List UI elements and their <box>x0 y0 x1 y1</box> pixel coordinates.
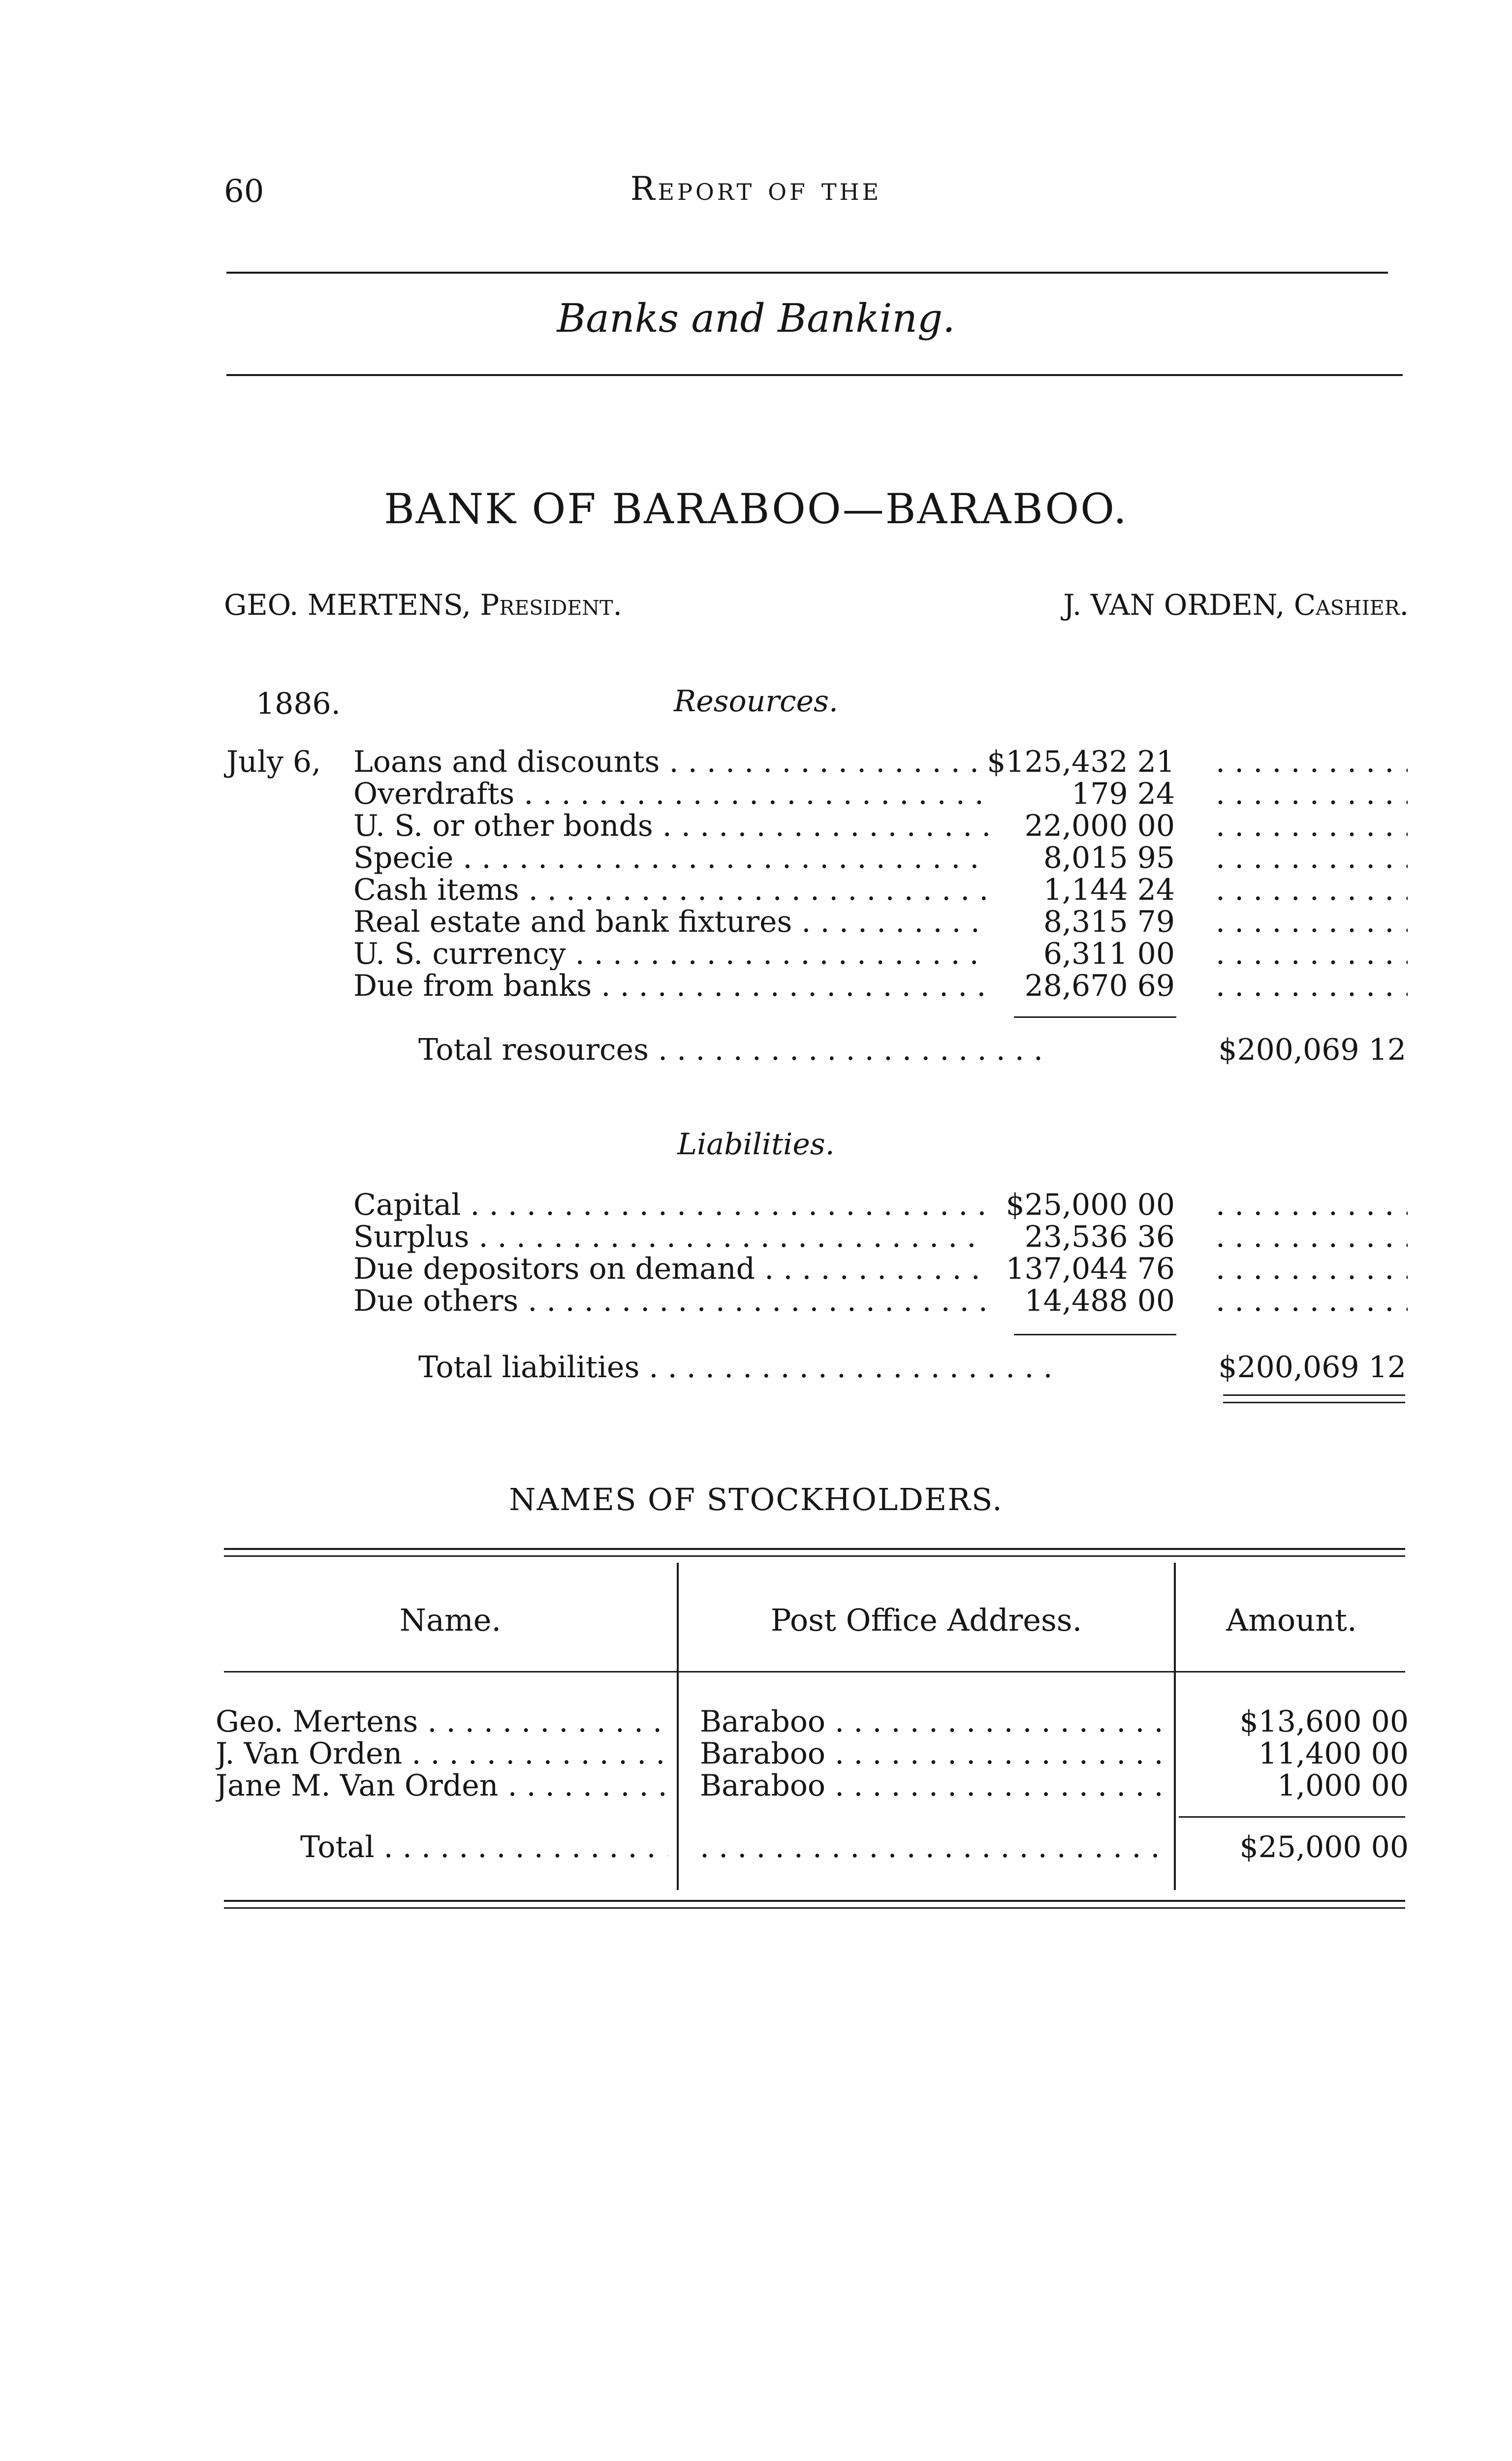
total-liabilities-row <box>0 1351 1512 1384</box>
leader-dots <box>1216 874 1408 906</box>
total-resources-label: Total resources . . . <box>418 1034 1053 1066</box>
stockholder-name: Geo. Mertens . . . <box>216 1705 668 1738</box>
stockholders-total-amount: $25,000 00 <box>1239 1830 1409 1864</box>
stockholder-amount: $13,600 00 <box>1239 1704 1409 1739</box>
bank-title: BANK OF BARABOO—BARABOO. <box>384 485 1128 533</box>
resource-row <box>0 778 1512 810</box>
resource-label: Specie . . . <box>353 842 988 874</box>
resource-label: Due from banks . . . <box>353 970 988 1002</box>
page-number: 60 <box>224 173 264 210</box>
resource-amount: 8,015 95 <box>1043 841 1175 875</box>
stockholder-row <box>0 1705 1512 1738</box>
president <box>224 588 622 622</box>
resource-amount: 22,000 00 <box>1024 809 1175 843</box>
resource-row <box>0 970 1512 1002</box>
column-header-address: Post Office Address. <box>770 1602 1082 1638</box>
double-rule <box>1223 1394 1405 1396</box>
leader-dots <box>1216 810 1408 842</box>
double-rule <box>1223 1402 1405 1403</box>
liability-amount: $25,000 00 <box>1006 1188 1175 1222</box>
stockholder-row <box>0 1737 1512 1770</box>
president-title: President. <box>480 588 622 622</box>
resource-label: Overdrafts . . . <box>353 778 988 810</box>
liability-label: Due others . . . <box>353 1285 988 1317</box>
resource-label: U. S. currency . . . <box>353 938 988 970</box>
cashier-name: J. VAN ORDEN, <box>1063 588 1294 622</box>
table-bottom-rule <box>224 1900 1405 1902</box>
liability-row <box>0 1189 1512 1221</box>
header-underline <box>224 1671 1405 1672</box>
leader-dots <box>700 1831 1168 1863</box>
liabilities-heading: Liabilities. <box>677 1127 835 1162</box>
resource-amount: 179 24 <box>1071 777 1175 811</box>
leader-dots <box>1216 1253 1408 1285</box>
leader-dots <box>1216 1221 1408 1253</box>
stockholder-name: J. Van Orden . . . <box>216 1737 668 1770</box>
total-resources-amount: $200,069 12 <box>1218 1033 1406 1067</box>
liability-amount: 137,044 76 <box>1006 1252 1175 1286</box>
resources-heading: Resources. <box>674 684 838 719</box>
column-header-amount: Amount. <box>1226 1602 1357 1638</box>
leader-dots <box>1216 970 1408 1002</box>
table-top-rule <box>224 1548 1405 1550</box>
header-rule-top <box>226 272 1388 274</box>
leader-dots <box>1216 906 1408 938</box>
leader-dots <box>1216 746 1408 778</box>
statement-year: 1886. <box>256 687 341 721</box>
stockholder-amount: 1,000 00 <box>1277 1768 1409 1803</box>
stockholder-name: Jane M. Van Orden . . . <box>216 1769 668 1802</box>
resource-amount: $125,432 21 <box>987 745 1175 779</box>
liability-label: Due depositors on demand . . . <box>353 1253 988 1285</box>
stockholder-address: Baraboo . . . <box>700 1769 1168 1802</box>
stockholder-row <box>0 1769 1512 1802</box>
resource-row <box>0 842 1512 874</box>
resource-label: U. S. or other bonds . . . <box>353 810 988 842</box>
president-name: GEO. MERTENS, <box>224 588 480 622</box>
stockholder-address: Baraboo . . . <box>700 1737 1168 1770</box>
leader-dots <box>1216 1189 1408 1221</box>
table-bottom-rule <box>224 1907 1405 1909</box>
resource-row <box>0 746 1512 778</box>
resource-amount: 28,670 69 <box>1024 969 1175 1003</box>
stockholders-total-row <box>0 1831 1512 1863</box>
cashier <box>1063 588 1409 622</box>
liability-row <box>0 1285 1512 1317</box>
table-top-rule <box>224 1555 1405 1557</box>
resource-label: Cash items . . . <box>353 874 988 906</box>
leader-dots <box>1216 938 1408 970</box>
resource-amount: 8,315 79 <box>1043 905 1175 939</box>
resource-row <box>0 938 1512 970</box>
liability-amount: 23,536 36 <box>1024 1220 1175 1254</box>
total-liabilities-amount: $200,069 12 <box>1218 1350 1406 1385</box>
stockholder-amount: 11,400 00 <box>1258 1736 1409 1771</box>
liability-label: Capital . . . <box>353 1189 988 1221</box>
amount-subtotal-rule <box>1179 1816 1405 1818</box>
running-head: Report of the <box>630 170 882 208</box>
resources-subtotal-rule <box>1014 1016 1176 1018</box>
leader-dots <box>1216 842 1408 874</box>
liability-label: Surplus . . . <box>353 1221 988 1253</box>
resource-amount: 6,311 00 <box>1043 937 1175 971</box>
header-rule-bottom <box>226 374 1403 376</box>
column-header-name: Name. <box>399 1602 502 1638</box>
stockholders-total-label: Total . . . <box>300 1831 668 1863</box>
leader-dots <box>1216 778 1408 810</box>
liability-row <box>0 1253 1512 1285</box>
statement-date: July 6, <box>226 745 321 779</box>
liability-amount: 14,488 00 <box>1024 1284 1175 1318</box>
liabilities-subtotal-rule <box>1014 1334 1176 1335</box>
cashier-title: Cashier. <box>1293 588 1409 622</box>
section-title: Banks and Banking. <box>557 295 955 341</box>
liability-row <box>0 1221 1512 1253</box>
stockholders-title: NAMES OF STOCKHOLDERS. <box>509 1482 1003 1517</box>
resource-row <box>0 810 1512 842</box>
stockholder-address: Baraboo . . . <box>700 1705 1168 1738</box>
resource-row <box>0 906 1512 938</box>
resource-label: Loans and discounts . . . <box>353 746 988 778</box>
resource-row <box>0 874 1512 906</box>
resource-label: Real estate and bank fixtures . . . <box>353 906 988 938</box>
total-resources-row <box>0 1034 1512 1066</box>
resource-amount: 1,144 24 <box>1043 873 1175 907</box>
leader-dots <box>1216 1285 1408 1317</box>
total-liabilities-label: Total liabilities . . . <box>418 1351 1053 1384</box>
